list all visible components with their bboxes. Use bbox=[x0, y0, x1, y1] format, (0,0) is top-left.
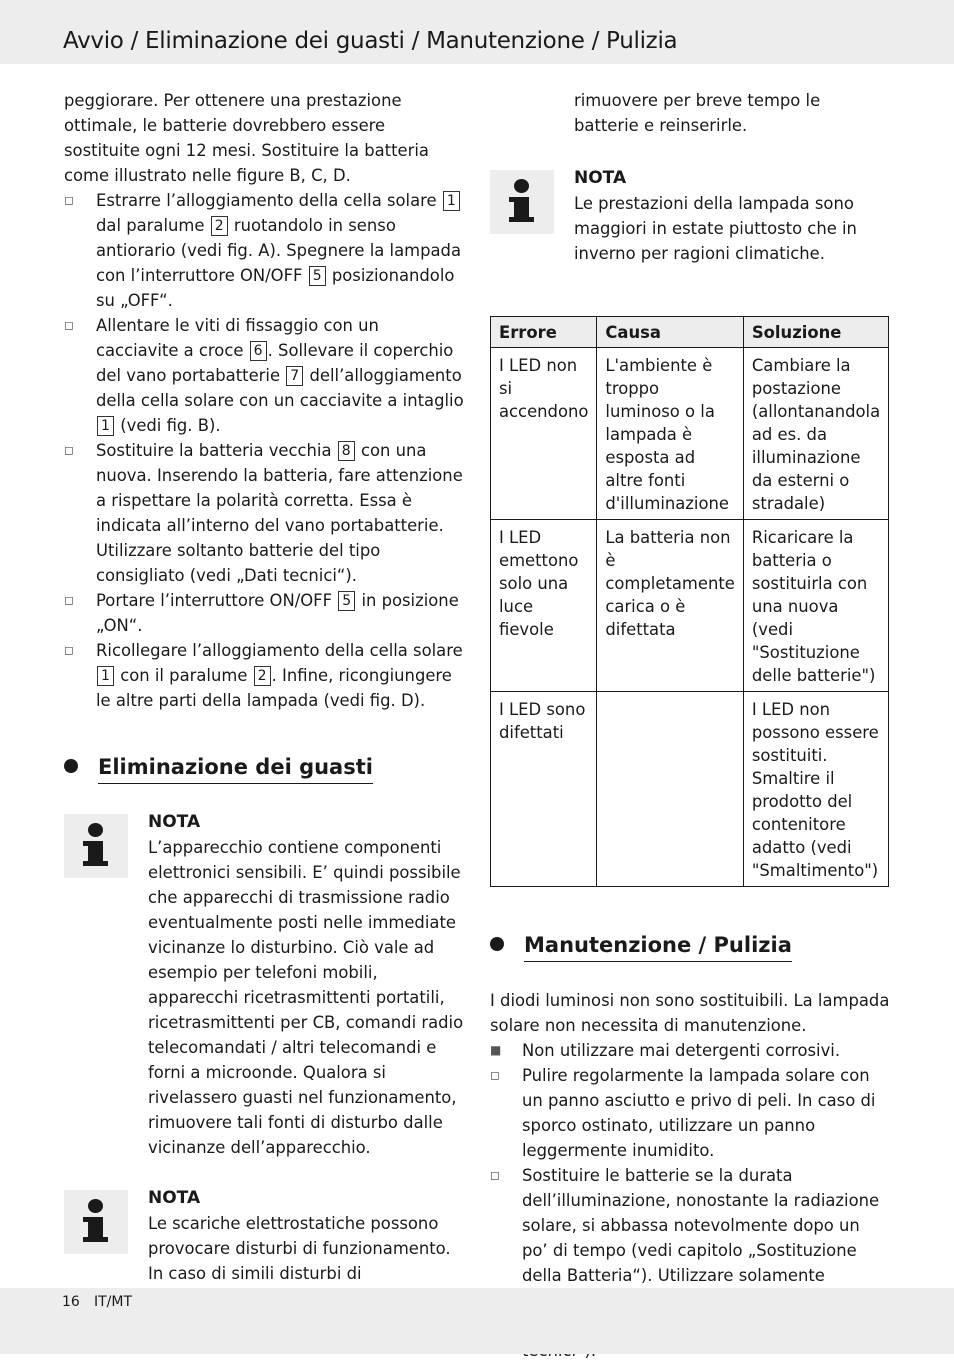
info-icon bbox=[64, 1190, 128, 1254]
note-title: NOTA bbox=[148, 812, 201, 832]
ref-number: 8 bbox=[338, 441, 355, 461]
maintenance-item: ◻ Pulire regolarmente la lampada solare con un panno asciutto e privo di peli. In caso di sporco ostinato, utilizzare un panno leggermente inumidito. bbox=[490, 1063, 890, 1163]
square-bullet-icon: ■ bbox=[490, 1043, 502, 1057]
column-header: Soluzione bbox=[743, 317, 888, 348]
checkbox-bullet-icon: ◻ bbox=[64, 193, 74, 207]
checkbox-bullet-icon: ◻ bbox=[64, 443, 74, 457]
ref-number: 6 bbox=[250, 341, 267, 361]
ref-number: 2 bbox=[211, 216, 228, 236]
info-icon bbox=[490, 170, 554, 234]
column-header: Causa bbox=[597, 317, 743, 348]
ref-number: 1 bbox=[443, 191, 460, 211]
note-box bbox=[64, 810, 464, 1160]
table-row bbox=[491, 348, 889, 520]
step-2: ◻ Allentare le viti di fissaggio con un cacciavite a croce 6 . Sollevare il coperchio del vano portabatterie 7 dell’alloggiamento della cella solare con un cacciavite a intaglio 1 (vedi fig. B). bbox=[64, 313, 464, 438]
table-cell: I LED non si accendono bbox=[491, 348, 597, 520]
maintenance-item: ■ Non utilizzare mai detergenti corrosivi. bbox=[490, 1038, 890, 1063]
checkbox-bullet-icon: ◻ bbox=[64, 318, 74, 332]
step-3: ◻ Sostituire la batteria vecchia 8 con una nuova. Inserendo la batteria, fare attenzione a rispettare la polarità corretta. Essa è indicata all’interno del vano portabatterie. Utilizzare soltanto batterie del tipo consigliato (vedi „Dati tecnici“). bbox=[64, 438, 464, 588]
table-row bbox=[491, 520, 889, 692]
step-4: ◻ Portare l’interruttore ON/OFF 5 in posizione „ON“. bbox=[64, 588, 464, 638]
checkbox-bullet-icon: ◻ bbox=[64, 643, 74, 657]
section-bullet-icon bbox=[64, 759, 78, 773]
note-text: Le scariche elettrostatiche possono provocare disturbi di funzionamento. In caso di simili disturbi di bbox=[148, 1214, 451, 1283]
right-column bbox=[490, 88, 890, 1363]
checkbox-bullet-icon: ◻ bbox=[490, 1168, 500, 1182]
table-row bbox=[491, 692, 889, 887]
page-footer bbox=[0, 1288, 954, 1354]
page-header bbox=[0, 0, 954, 64]
step-1: ◻ Estrarre l’alloggiamento della cella solare 1 dal paralume 2 ruotandolo in senso antiorario (vedi fig. A). Spegnere la lampada con l’interruttore ON/OFF 5 posizionandolo su „OFF“. bbox=[64, 188, 464, 313]
checkbox-bullet-icon: ◻ bbox=[490, 1068, 500, 1082]
note-title: NOTA bbox=[574, 168, 627, 188]
language-code: IT/MT bbox=[94, 1294, 133, 1310]
table-cell: L'ambiente è troppo luminoso o la lampada è esposta ad altre fonti d'illuminazione bbox=[597, 348, 743, 520]
section-bullet-icon bbox=[490, 937, 504, 951]
ref-number: 5 bbox=[309, 266, 326, 286]
continued-text: rimuovere per breve tempo le batterie e reinserirle. bbox=[574, 91, 821, 135]
table-cell bbox=[597, 692, 743, 887]
maintenance-item: ◻ Sostituire le batterie se la durata dell’illuminazione, nonostante la radiazione solare, si abbassa notevolmente dopo un po’ di tempo (vedi capitolo „Sostituzione della Batteria“). Utilizzare solamente bbox=[490, 1163, 890, 1363]
ref-number: 2 bbox=[254, 666, 271, 686]
section-maintenance bbox=[490, 931, 890, 962]
section-troubleshooting bbox=[64, 753, 464, 784]
note-text: L’apparecchio contiene componenti elettronici sensibili. E’ quindi possibile che apparecchi di trasmissione radio eventualmente posti nelle immediate vicinanze lo disturbino. Ciò vale ad esempio per telefoni mobili, apparecchi ricetrasmittenti portatili, ricetrasmittenti per CB, comandi radio telecomandati / altri telecomandi e forni a microonde. Qualora si rivelassero guasti nel funzionamento, rimuovere tali fonti di disturbo dalle vicinanze dell’apparecchio. bbox=[148, 838, 464, 1157]
maintenance-intro: I diodi luminosi non sono sostituibili. La lampada solare non necessita di manutenzione. bbox=[490, 991, 890, 1035]
section-title: Manutenzione / Pulizia bbox=[524, 931, 792, 962]
ref-number: 1 bbox=[97, 416, 114, 436]
table-cell: I LED non possono essere sostituiti. Smaltire il prodotto del contenitore adatto (vedi "Smaltimento") bbox=[743, 692, 888, 887]
note-box bbox=[490, 166, 890, 266]
step-5: ◻ Ricollegare l’alloggiamento della cella solare 1 con il paralume 2 . Infine, ricongiungere le altre parti della lampada (vedi fig. D). bbox=[64, 638, 464, 713]
info-icon bbox=[64, 814, 128, 878]
left-column bbox=[64, 88, 464, 1337]
checkbox-bullet-icon: ◻ bbox=[64, 593, 74, 607]
troubleshooting-table bbox=[490, 316, 889, 887]
table-cell: Ricaricare la batteria o sostituirla con una nuova (vedi "Sostituzione delle batterie") bbox=[743, 520, 888, 692]
table-cell: I LED emettono solo una luce fievole bbox=[491, 520, 597, 692]
section-title: Eliminazione dei guasti bbox=[98, 753, 373, 784]
table-cell: La batteria non è completamente carica o è difettata bbox=[597, 520, 743, 692]
note-title: NOTA bbox=[148, 1188, 201, 1208]
ref-number: 5 bbox=[338, 591, 355, 611]
table-cell: Cambiare la postazione (allontanandola ad es. da illuminazione da esterni o stradale) bbox=[743, 348, 888, 520]
page-title: Avvio / Eliminazione dei guasti / Manutenzione / Pulizia bbox=[63, 28, 678, 54]
page-number: 16 bbox=[62, 1294, 80, 1310]
column-header: Errore bbox=[491, 317, 597, 348]
intro-paragraph: peggiorare. Per ottenere una prestazione ottimale, le batterie dovrebbero essere sostituite ogni 12 mesi. Sostituire la batteria come illustrato nelle figure B, C, D. bbox=[64, 91, 429, 185]
ref-number: 1 bbox=[97, 666, 114, 686]
ref-number: 7 bbox=[286, 366, 303, 386]
table-cell: I LED sono difettati bbox=[491, 692, 597, 887]
table-header-row bbox=[491, 317, 889, 348]
note-text: Le prestazioni della lampada sono maggiori in estate piuttosto che in inverno per ragioni climatiche. bbox=[574, 194, 857, 263]
